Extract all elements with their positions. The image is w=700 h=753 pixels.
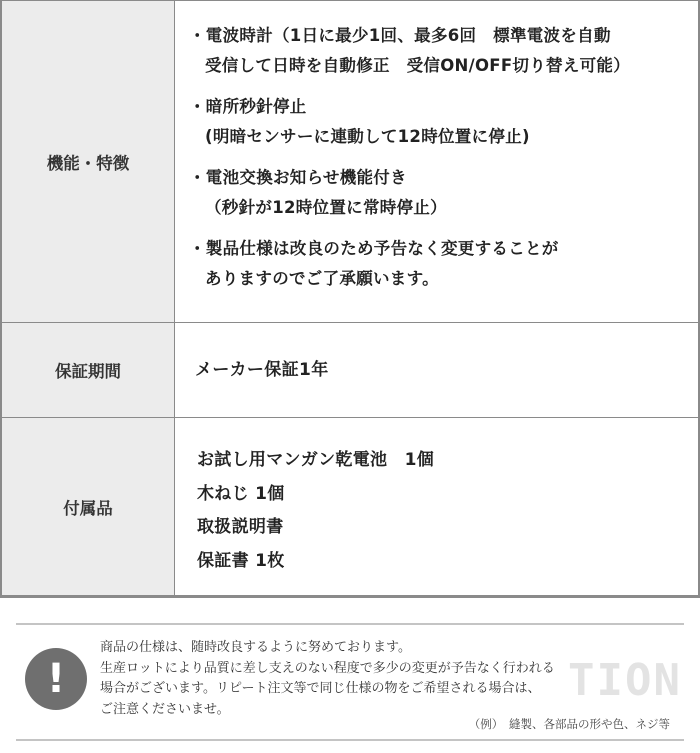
spec-label-warranty: 保証期間 — [1, 323, 175, 418]
feature-line: （秒針が12時位置に常時停止） — [205, 198, 447, 217]
notice-line: 場合がございます。リピート注文等で同じ仕様の物をご希望される場合は、 — [100, 681, 541, 696]
feature-line: (明暗センサーに連動して12時位置に停止) — [205, 127, 530, 146]
feature-line: ・電波時計（1日に最少1回、最多6回 標準電波を自動 — [189, 26, 611, 45]
notice-example: （例） 縫製、各部品の形や色、ネジ等 — [468, 717, 670, 731]
spec-value-accessories — [175, 418, 700, 597]
notice-line: 商品の仕様は、随時改良するように努めております。 — [100, 640, 411, 655]
spec-row-features — [1, 1, 699, 323]
accessory-item: 保証書 1枚 — [197, 550, 285, 571]
warranty-text: メーカー保証1年 — [195, 360, 329, 380]
spec-value-features — [175, 1, 700, 323]
accessories-list — [175, 418, 698, 578]
feature-item — [189, 234, 698, 294]
spec-label-features: 機能・特徴 — [1, 1, 175, 323]
spec-row-accessories — [1, 418, 699, 597]
feature-line: ・暗所秒針停止 — [189, 97, 307, 116]
feature-line: ありますのでご了承願います。 — [205, 269, 439, 288]
spec-row-warranty — [1, 323, 699, 418]
features-list — [175, 1, 698, 294]
feature-line: ・電池交換お知らせ機能付き — [189, 168, 407, 187]
feature-item — [189, 163, 698, 223]
spec-value-warranty — [175, 323, 700, 418]
feature-line: 受信して日時を自動修正 受信ON/OFF切り替え可能） — [205, 56, 631, 75]
accessory-item: 木ねじ 1個 — [197, 483, 285, 504]
feature-item — [189, 92, 698, 152]
accessory-item: お試し用マンガン乾電池 1個 — [197, 450, 435, 470]
notice-line: ご注意くださいませ。 — [100, 701, 230, 717]
feature-line: ・製品仕様は改良のため予告なく変更することが — [189, 239, 559, 258]
accessory-item: 取扱説明書 — [197, 517, 284, 537]
notice-text — [100, 638, 555, 720]
notice-box — [16, 623, 684, 741]
spec-label-accessories: 付属品 — [1, 418, 175, 597]
exclamation-icon: ! — [25, 648, 87, 710]
feature-item — [189, 21, 698, 81]
notice-line: 生産ロットにより品質に差し支えのない程度で多少の変更が予告なく行われる — [100, 660, 555, 676]
caution-watermark: TION — [568, 655, 682, 706]
